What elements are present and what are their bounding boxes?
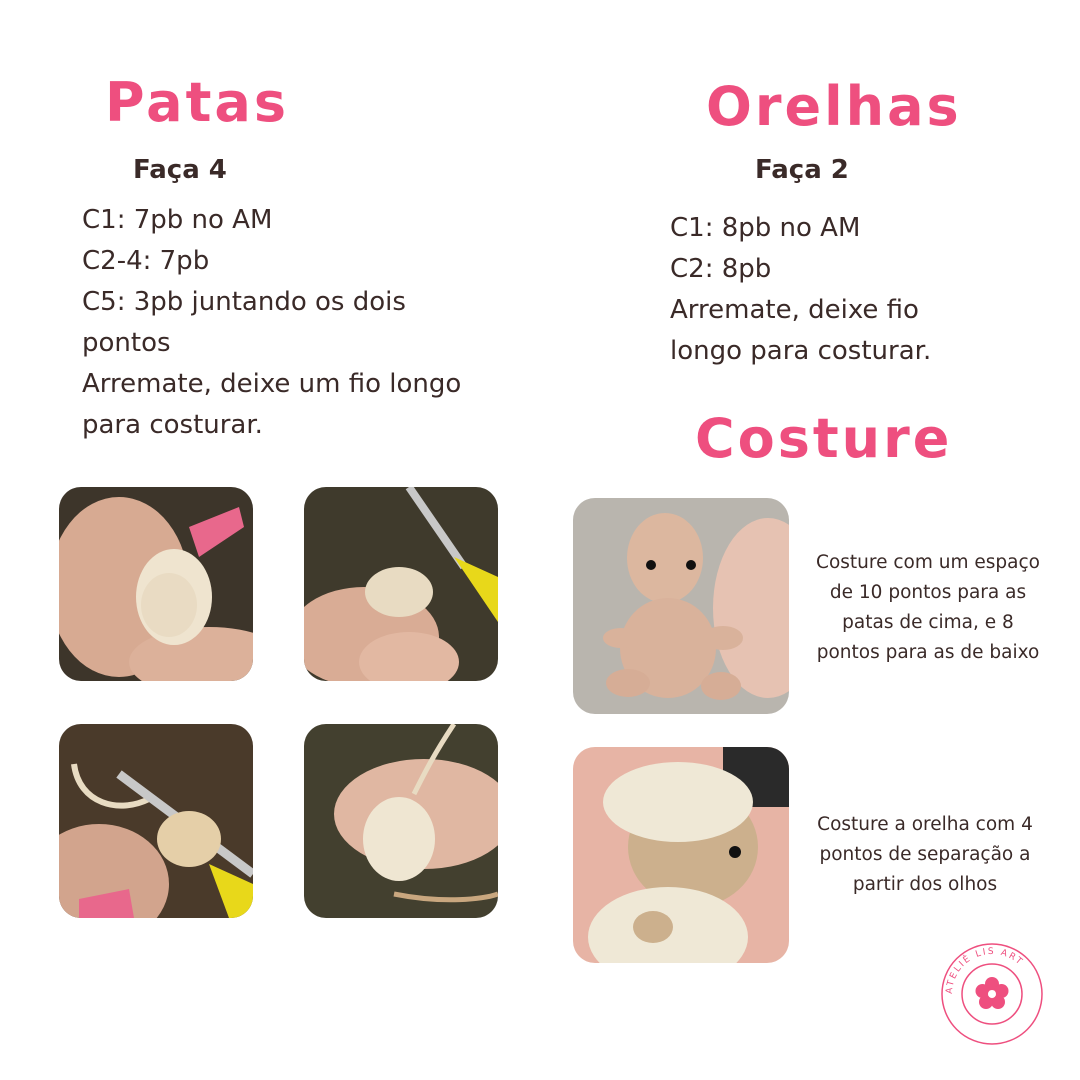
note-line: de 10 pontos para as xyxy=(829,582,1027,603)
patas-step: C2-4: 7pb xyxy=(82,246,210,276)
patas-steps xyxy=(82,200,461,446)
patas-title: Patas xyxy=(105,71,289,134)
costure-note-orelha xyxy=(802,810,1048,900)
orelhas-steps xyxy=(670,208,931,372)
patas-step: pontos xyxy=(82,328,171,358)
orelhas-step: longo para costurar. xyxy=(670,336,932,366)
note-line: Costure com um espaço xyxy=(816,552,1040,573)
photo-patas-3 xyxy=(59,724,253,918)
patas-subtitle: Faça 4 xyxy=(133,155,227,185)
note-line: pontos de separação a xyxy=(819,844,1031,865)
photo-costure-patas xyxy=(573,498,789,714)
patas-step: C1: 7pb no AM xyxy=(82,205,273,235)
orelhas-title: Orelhas xyxy=(706,75,962,138)
orelhas-subtitle: Faça 2 xyxy=(755,155,849,185)
costure-note-patas xyxy=(808,548,1048,668)
photo-patas-2 xyxy=(304,487,498,681)
orelhas-step: C1: 8pb no AM xyxy=(670,213,861,243)
photo-patas-1 xyxy=(59,487,253,681)
note-line: patas de cima, e 8 xyxy=(842,612,1014,633)
patas-step: Arremate, deixe um fio longo xyxy=(82,369,462,399)
patas-step: C5: 3pb juntando os dois xyxy=(82,287,406,317)
orelhas-step: C2: 8pb xyxy=(670,254,772,284)
note-line: partir dos olhos xyxy=(852,874,998,895)
photo-patas-4 xyxy=(304,724,498,918)
note-line: Costure a orelha com 4 xyxy=(817,814,1033,835)
logo-text: ATELIÊ LIS ART xyxy=(944,946,1026,995)
photo-costure-orelha xyxy=(573,747,789,963)
atelie-logo xyxy=(938,940,1046,1048)
orelhas-step: Arremate, deixe fio xyxy=(670,295,919,325)
costure-title: Costure xyxy=(695,407,953,470)
patas-step: para costurar. xyxy=(82,410,263,440)
flower-icon xyxy=(976,977,1009,1009)
note-line: pontos para as de baixo xyxy=(816,642,1040,663)
